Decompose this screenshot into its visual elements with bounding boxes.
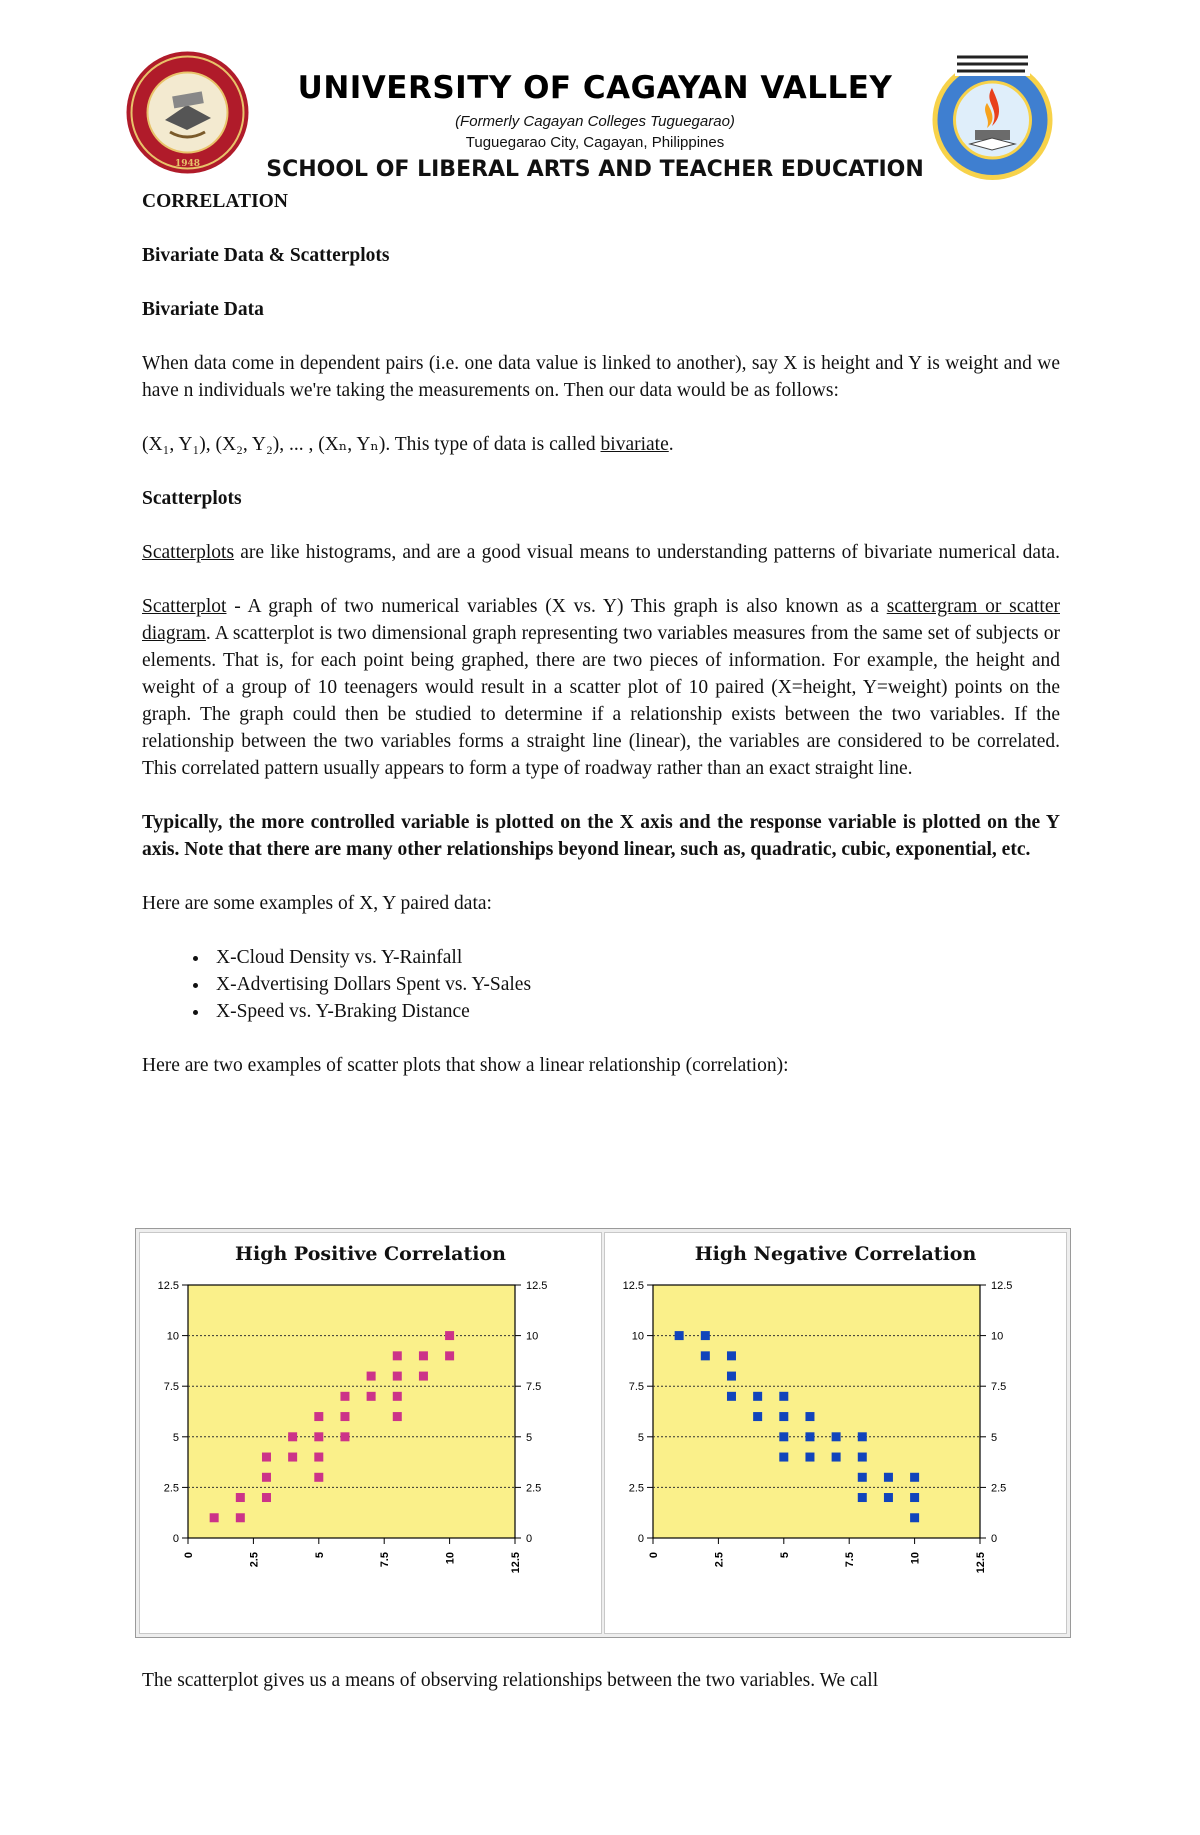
scatter-point xyxy=(884,1473,893,1482)
scatter-point xyxy=(858,1453,867,1462)
scatter-point xyxy=(805,1432,814,1441)
scatter-point xyxy=(832,1453,841,1462)
positive-correlation-chart xyxy=(139,1232,602,1634)
y-tick-label-left: 12.5 xyxy=(157,1280,179,1292)
university-seal-logo xyxy=(125,50,250,175)
scatter-point xyxy=(314,1432,323,1441)
x-tick-label: 0 xyxy=(183,1552,195,1559)
doc-title: CORRELATION xyxy=(142,191,288,212)
y-tick-label-left: 7.5 xyxy=(163,1381,179,1394)
scatter-point xyxy=(367,1392,376,1401)
scatter-point xyxy=(340,1412,349,1421)
scatter-point xyxy=(314,1473,323,1482)
scatter-point xyxy=(805,1453,814,1462)
paragraph-bivariate-intro: When data come in dependent pairs (i.e. one data value is linked to another), say X is height and Y is weight and we have n individuals we're taking the measurements on. Then our data would be as follows: xyxy=(142,353,1060,401)
x-tick-label: 7.5 xyxy=(844,1552,857,1568)
scatter-point xyxy=(314,1453,323,1462)
x-tick-label: 12.5 xyxy=(975,1552,987,1574)
document-body xyxy=(142,188,1060,1106)
scatter-point xyxy=(445,1351,454,1360)
y-tick-label-right: 0 xyxy=(526,1533,533,1545)
examples-list xyxy=(142,944,1060,1025)
scatter-point xyxy=(779,1412,788,1421)
chart-title: High Negative Correlation xyxy=(694,1243,977,1265)
y-tick-label-left: 0 xyxy=(637,1533,644,1545)
y-tick-label-right: 12.5 xyxy=(526,1280,548,1292)
letterhead xyxy=(0,40,1200,190)
scatter-point xyxy=(314,1412,323,1421)
y-tick-label-right: 10 xyxy=(991,1330,1004,1343)
y-tick-label-left: 12.5 xyxy=(622,1280,644,1292)
scatter-point xyxy=(753,1412,762,1421)
formerly-name: (Formerly Cagayan Colleges Tuguegarao) xyxy=(455,113,735,130)
seal-year: 1948 xyxy=(174,159,201,169)
negative-correlation-plot xyxy=(605,1233,1066,1633)
term-scattergram: scattergram or scatter diagram xyxy=(142,596,1060,644)
y-tick-label-left: 2.5 xyxy=(163,1482,179,1495)
scatter-point xyxy=(262,1453,271,1462)
plot-area xyxy=(653,1285,980,1538)
x-tick-label: 0 xyxy=(648,1552,660,1559)
term-scatterplots: Scatterplots xyxy=(142,542,235,563)
scatterplots-def-line1: are like histograms, and are a good visual means to understanding patterns of xyxy=(234,542,858,563)
school-name: SCHOOL OF LIBERAL ARTS AND TEACHER EDUCATION xyxy=(266,157,924,182)
y-tick-label-right: 7.5 xyxy=(526,1381,542,1394)
positive-correlation-plot xyxy=(140,1233,601,1633)
pairs-text: (X₁, Y₁), (X₂, Y₂), ... , (Xₙ, Yₙ). This type of data is called xyxy=(142,434,601,455)
chart-title: High Positive Correlation xyxy=(235,1243,506,1265)
scatter-point xyxy=(288,1453,297,1462)
scatter-point xyxy=(727,1351,736,1360)
scatter-point xyxy=(779,1392,788,1401)
paragraph-closing: The scatterplot gives us a means of observing relationships between the two variables. We call xyxy=(142,1670,879,1691)
y-tick-label-left: 0 xyxy=(172,1533,179,1545)
scatter-point xyxy=(236,1493,245,1502)
section-heading-bivariate: Bivariate Data xyxy=(142,299,264,320)
scatter-point xyxy=(340,1432,349,1441)
scatter-point xyxy=(367,1372,376,1381)
x-tick-label: 2.5 xyxy=(713,1552,726,1568)
scatter-point xyxy=(393,1351,402,1360)
scatterplots-def-line2: bivariate numerical data. xyxy=(864,542,1061,563)
x-tick-label: 12.5 xyxy=(510,1552,522,1574)
scatter-point xyxy=(727,1392,736,1401)
scatter-point xyxy=(419,1351,428,1360)
y-tick-label-right: 10 xyxy=(526,1330,539,1343)
scatter-point xyxy=(832,1432,841,1441)
scatter-point xyxy=(779,1453,788,1462)
scatterplot-detail-rest: . A scatterplot is two dimensional graph representing two variables measures from the same set of subjects or elements. That is, for each point being graphed, there are two pieces of information. For example, the height and weight of a group of 10 teenagers would result in a scatter plot of 10 paired (X=height, Y=weight) points on the graph. The graph could then be studied to determine if a relationship exists between the two variables. If the relationship between the two variables forms a straight line (linear), the variables are considered to be correlated. This correlated pattern usually appears to form a type of roadway rather than an exact straight line. xyxy=(142,623,1060,779)
scatter-point xyxy=(262,1493,271,1502)
y-tick-label-left: 7.5 xyxy=(628,1381,644,1394)
scatter-point xyxy=(858,1493,867,1502)
scatter-charts-figure xyxy=(135,1228,1071,1638)
negative-correlation-chart xyxy=(604,1232,1067,1634)
scatter-point xyxy=(262,1473,271,1482)
scatter-point xyxy=(675,1331,684,1340)
paragraph-pairs xyxy=(142,431,1060,458)
university-name: UNIVERSITY OF CAGAYAN VALLEY xyxy=(297,70,893,106)
university-location: Tuguegarao City, Cagayan, Philippines xyxy=(465,134,725,151)
scatter-point xyxy=(753,1392,762,1401)
y-tick-label-right: 12.5 xyxy=(991,1280,1013,1292)
school-seal-logo xyxy=(925,48,1060,183)
scatter-point xyxy=(858,1473,867,1482)
x-tick-label: 5 xyxy=(313,1552,326,1559)
y-tick-label-right: 7.5 xyxy=(991,1381,1007,1394)
scatter-point xyxy=(210,1513,219,1522)
y-tick-label-right: 5 xyxy=(991,1431,998,1444)
scatter-point xyxy=(910,1493,919,1502)
y-tick-label-left: 2.5 xyxy=(628,1482,644,1495)
list-item: • X-Cloud Density vs. Y-Rainfall xyxy=(210,944,1060,971)
scatter-point xyxy=(236,1513,245,1522)
y-tick-label-left: 5 xyxy=(637,1431,644,1444)
term-scatterplot: Scatterplot xyxy=(142,596,227,617)
x-tick-label: 10 xyxy=(909,1552,922,1565)
paragraph-scatterplot-detail xyxy=(142,593,1060,782)
list-item: • X-Speed vs. Y-Braking Distance xyxy=(210,998,1060,1025)
scatter-point xyxy=(393,1392,402,1401)
scatter-point xyxy=(701,1351,710,1360)
scatter-point xyxy=(779,1432,788,1441)
pairs-end: . xyxy=(668,434,674,455)
scatter-point xyxy=(288,1432,297,1441)
scatter-point xyxy=(910,1513,919,1522)
x-tick-label: 2.5 xyxy=(248,1552,261,1568)
x-tick-label: 7.5 xyxy=(379,1552,392,1568)
y-tick-label-right: 2.5 xyxy=(991,1482,1007,1495)
scatter-point xyxy=(727,1372,736,1381)
y-tick-label-left: 5 xyxy=(172,1431,179,1444)
y-tick-label-right: 5 xyxy=(526,1431,533,1444)
list-item: • X-Advertising Dollars Spent vs. Y-Sales xyxy=(210,971,1060,998)
scatter-point xyxy=(419,1372,428,1381)
y-tick-label-right: 0 xyxy=(991,1533,998,1545)
x-tick-label: 5 xyxy=(778,1552,791,1559)
scatter-point xyxy=(910,1473,919,1482)
scatter-point xyxy=(393,1372,402,1381)
scatterplot-intro: - A graph of two numerical variables (X vs. Y) This graph is also known as a xyxy=(226,596,887,617)
y-tick-label-right: 2.5 xyxy=(526,1482,542,1495)
charts-intro: Here are two examples of scatter plots that show a linear relationship (correlation): xyxy=(142,1055,789,1076)
scatter-point xyxy=(393,1412,402,1421)
scatter-point xyxy=(701,1331,710,1340)
paragraph-bold-note: Typically, the more controlled variable is plotted on the X axis and the response variable is plotted on the Y axis. Note that there are many other relationships beyond linear, such as, quadratic, cubic, exponential, etc. xyxy=(142,812,1060,860)
scatter-point xyxy=(858,1432,867,1441)
paragraph-scatterplots-def xyxy=(142,539,1060,566)
scatter-point xyxy=(340,1392,349,1401)
examples-intro: Here are some examples of X, Y paired data: xyxy=(142,893,492,914)
term-bivariate: bivariate xyxy=(600,434,669,455)
section-heading-scatterplots: Scatterplots xyxy=(142,488,242,509)
scatter-point xyxy=(445,1331,454,1340)
y-tick-label-left: 10 xyxy=(631,1330,644,1343)
y-tick-label-left: 10 xyxy=(166,1330,179,1343)
x-tick-label: 10 xyxy=(444,1552,457,1565)
scatter-point xyxy=(805,1412,814,1421)
scatter-point xyxy=(884,1493,893,1502)
section-heading-bivariate-scatter: Bivariate Data & Scatterplots xyxy=(142,245,390,266)
